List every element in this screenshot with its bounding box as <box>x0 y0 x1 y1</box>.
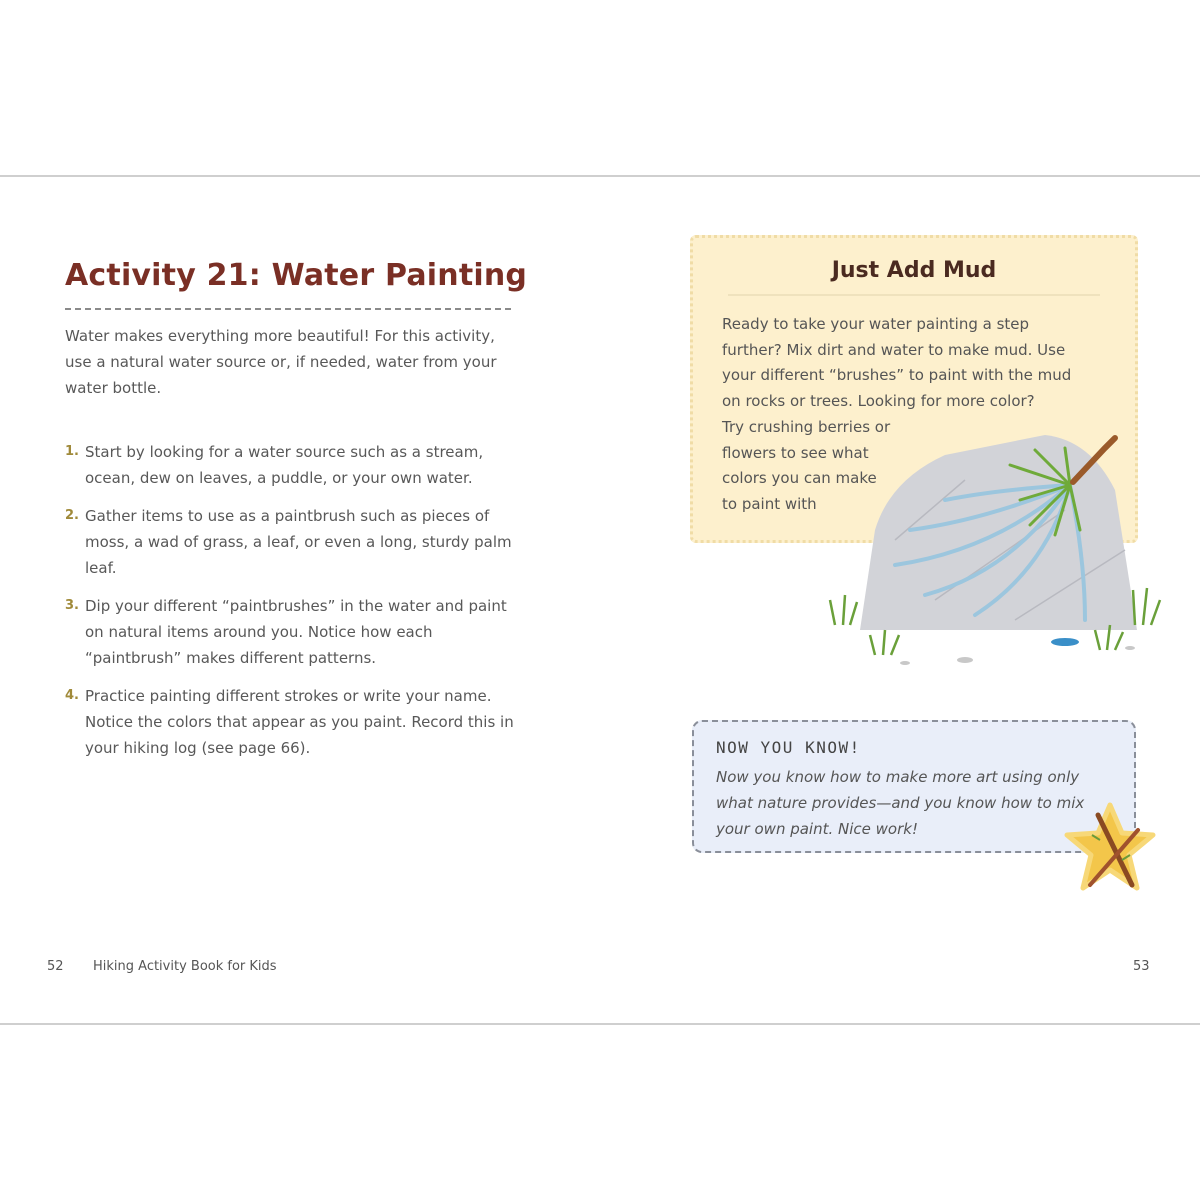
step-item <box>65 439 525 491</box>
title-divider <box>65 308 511 310</box>
step-text: Dip your different “paintbrushes” in the water and paint on natural items around you. Notice how each “paintbrush” makes different patterns. <box>85 597 507 667</box>
now-you-know-text: Now you know how to make more art using only what nature provides—and you know how to mix your own paint. Nice work! <box>716 768 1085 838</box>
sidebar-line: flowers to see what <box>722 443 869 462</box>
sidebar-line: further? Mix dirt and water to make mud. Use <box>722 340 1066 359</box>
sidebar-divider <box>728 294 1100 296</box>
step-text: Start by looking for a water source such as a stream, ocean, dew on leaves, a puddle, or your own water. <box>85 443 484 487</box>
sidebar-line: Try crushing berries or <box>722 417 891 436</box>
step-number: 2. <box>65 508 79 523</box>
activity-title: Activity 21: Water Painting <box>65 258 528 293</box>
step-number: 3. <box>65 598 79 613</box>
sidebar-line: your different “brushes” to paint with the mud <box>722 366 1072 385</box>
step-text: Gather items to use as a paintbrush such as pieces of moss, a wad of grass, a leaf, or even a long, sturdy palm leaf. <box>85 507 512 577</box>
step-item <box>65 683 525 761</box>
step-number: 4. <box>65 688 79 703</box>
running-title: Hiking Activity Book for Kids <box>93 959 277 974</box>
star-badge-icon <box>1060 800 1160 895</box>
step-item <box>65 503 525 581</box>
step-number: 1. <box>65 444 79 459</box>
steps-list <box>65 439 525 773</box>
now-you-know-heading: NOW YOU KNOW! <box>716 738 861 757</box>
step-text: Practice painting different strokes or write your name. Notice the colors that appear as you paint. Record this in your hiking log (see page 66). <box>85 687 514 757</box>
right-page-number: 53 <box>1133 959 1150 974</box>
step-item <box>65 593 525 671</box>
sidebar-line: to paint with <box>722 494 817 513</box>
sidebar-line: on rocks or trees. Looking for more color? <box>722 392 1035 411</box>
sidebar-line: Ready to take your water painting a step <box>722 315 1030 333</box>
intro-paragraph: Water makes everything more beautiful! For this activity, use a natural water source or, if needed, water from your water bottle. <box>65 327 497 397</box>
sidebar-line: colors you can make <box>722 469 877 488</box>
left-page-number: 52 <box>47 959 64 974</box>
painted-rock-illustration <box>815 420 1165 685</box>
sidebar-title: Just Add Mud <box>831 258 997 283</box>
